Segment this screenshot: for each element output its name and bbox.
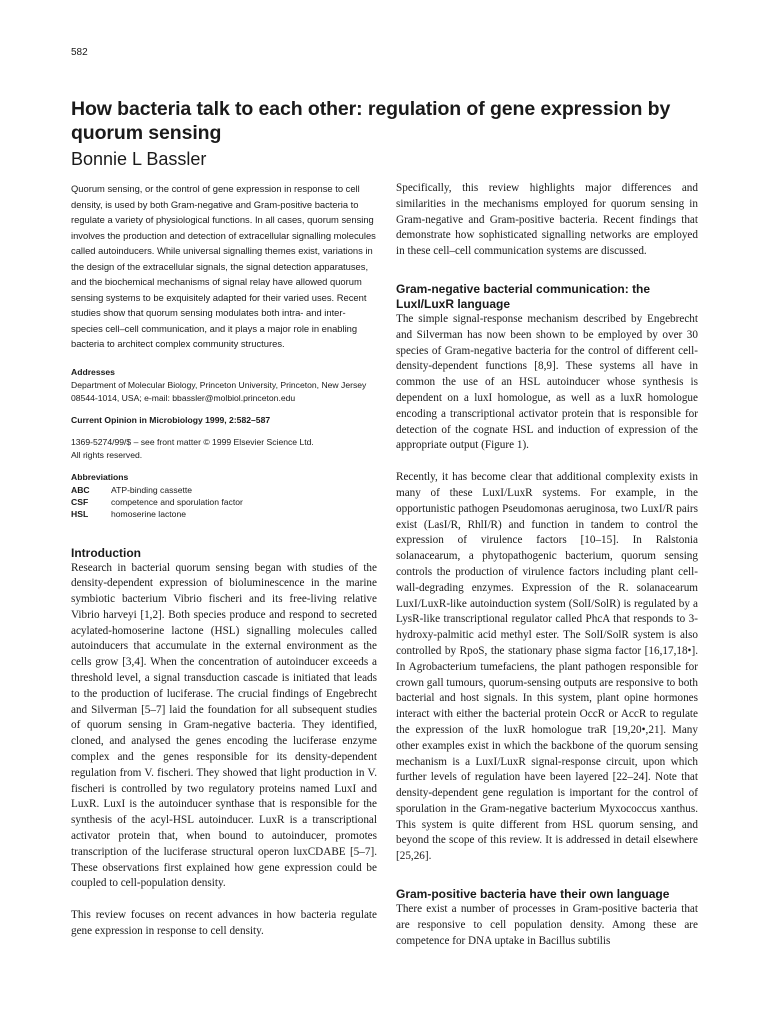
section-heading-gram-negative: Gram-negative bacterial communication: the LuxI/LuxR language bbox=[396, 281, 651, 311]
abbreviation-row bbox=[71, 508, 377, 520]
addresses-block bbox=[71, 366, 377, 405]
abbreviation-row bbox=[71, 484, 377, 496]
body-paragraph: Specifically, this review highlights major differences and similarities in the mechanisms employed for quorum sensing in Gram-negative and Gram-positive bacteria. Recent findings that demonstrate how sophisticated signalling networks are employed in these cell–cell communication systems are discussed. bbox=[396, 182, 698, 258]
copyright-block bbox=[71, 436, 377, 462]
abbreviation-row bbox=[71, 496, 377, 508]
section-heading-gram-positive: Gram-positive bacteria have their own language bbox=[396, 887, 670, 902]
section-heading-introduction: Introduction bbox=[71, 545, 141, 560]
abstract: Quorum sensing, or the control of gene expression in response to cell density, is used by both Gram-negative and Gram-positive bacteria to regulate a variety of physiological functions. In all cases, quorum sensing involves the production and detection of extracellular signalling molecules called autoinducers. While universal signalling themes exist, variations in the design of the extracellular signals, the signal detection apparatuses, and the biochemical mechanisms of signal relay have allowed quorum sensing systems to be exquisitely adapted for their varied uses. Recent studies show that quorum sensing modulates both intra- and inter-species cell–cell communication, and it plays a major role in enabling bacteria to architect complex community structures. bbox=[71, 183, 376, 349]
author-name: Bonnie L Bassler bbox=[71, 149, 207, 169]
gram-positive-section bbox=[396, 887, 698, 949]
addresses-heading: Addresses bbox=[71, 366, 115, 377]
abbreviations-block bbox=[71, 471, 377, 520]
body-paragraph: This review focuses on recent advances in how bacteria regulate gene expression in response to cell density. bbox=[71, 909, 377, 938]
addresses-text: Department of Molecular Biology, Princeton University, Princeton, New Jersey 08544-1014, USA; e-mail: bbassler@molbiol.princeton.edu bbox=[71, 379, 367, 403]
abbreviation-definition: homoserine lactone bbox=[111, 508, 187, 519]
page-number: 582 bbox=[71, 47, 88, 58]
body-paragraph: There exist a number of processes in Gram-positive bacteria that are responsive to cell population density. Among these are competence for DNA uptake in Bacillus subtilis bbox=[396, 903, 698, 947]
journal-block bbox=[71, 414, 377, 427]
abbreviation-definition: ATP-binding cassette bbox=[111, 484, 193, 495]
abbreviation-term: ABC bbox=[71, 484, 90, 495]
abbreviation-definition: competence and sporulation factor bbox=[111, 496, 243, 507]
article-header bbox=[71, 97, 711, 170]
gram-negative-section bbox=[396, 282, 698, 865]
copyright-line-1: 1369-5274/99/$ – see front matter © 1999 Elsevier Science Ltd. bbox=[71, 436, 314, 447]
abbreviation-term: HSL bbox=[71, 508, 89, 519]
body-paragraph: The simple signal-response mechanism described by Engebrecht and Silverman has now been shown to be employed by over 30 species of Gram-negative bacteria for the control of different cell-density-dependent functions [8,9]. These systems all have in common the use of an HSL autoinducer whose synthesis is dependent on a luxI homologue, as well as a luxR homologue encoding a transcriptional activator protein that is responsible for detection of the cognate HSL and induction of expression of the appropriate output (Figure 1). bbox=[396, 312, 698, 452]
journal-citation: Current Opinion in Microbiology 1999, 2:582–587 bbox=[71, 414, 271, 425]
abbreviation-term: CSF bbox=[71, 496, 89, 507]
right-column bbox=[396, 181, 698, 949]
article-title: How bacteria talk to each other: regulation of gene expression by quorum sensing bbox=[71, 98, 671, 144]
copyright-line-2: All rights reserved. bbox=[71, 449, 143, 460]
body-paragraph: Research in bacterial quorum sensing began with studies of the density-dependent expression of bioluminescence in the marine symbiotic bacterium Vibrio fischeri and its free-living relative Vibrio harveyi [1,2]. Both species produce and respond to secreted acylated-homoserine lactone (HSL) signalling molecules called autoinducers that accumulate in the external environment as the cells grow [3,4]. When the concentration of autoinducer exceeds a threshold level, a signal transduction cascade is initiated that leads to the production of luciferase. The crucial findings of Engebrecht and Silverman [5–7] laid the foundation for all subsequent studies of quorum sensing in Gram-negative bacteria. They identified, cloned, and analysed the genes encoding the luciferase enzyme complex and the genes responsible for its density-dependent regulation from V. fischeri. They showed that light production in V. fischeri is controlled by two regulatory proteins named LuxI and LuxR. LuxI is the autoinducer synthase that is responsible for the synthesis of the acyl-HSL autoinducer. LuxR is a transcriptional activator protein that, when bound to autoinducer, promotes transcription of the luciferase structural operon luxCDABE [5–7]. These observations first explained how gene expression could be coupled to cell-population density. bbox=[71, 561, 377, 890]
body-paragraph: Recently, it has become clear that additional complexity exists in many of these LuxI/LuxR systems. For example, in the opportunistic pathogen Pseudomonas aeruginosa, two LuxI/R pairs exist (LasI/R, RhlI/R) and function in tandem to control the expression of virulence factors [10–15]. In Ralstonia solanacearum, a phytopathogenic bacterium, quorum sensing controls the production of virulence factors including plant cell-wall-degrading enzymes. Expression of the R. solanacearum LuxI/LuxR-like autoinduction system (SolI/SolR) is regulated by a LysR-like transcriptional regulator called PhcA that responds to 3-hydroxy-palmitic acid methyl ester. The SolI/SolR system is also controlled by RpoS, the stationary phase sigma factor [16,17,18•]. In Agrobacterium tumefaciens, the plant pathogen responsible for crown gall tumours, quorum-sensing outputs are responsive to both bacterial and host signals. In this system, plant opine hormones interact with either the bacterial protein OccR or AccR to regulate the expression of the luxR homologue traR [19,20•,21]. Many other examples exist in which the backbone of the quorum sensing mechanism is a LuxI/LuxR signal-response circuit, upon which further levels of regulation have been layered [22–24]. Note that density-dependent gene regulation is important for the control of sporulation in the Gram-negative bacterium Myxococcus xanthus. This system is quite different from HSL quorum sensing, and beyond the scope of this review. It is addressed in detail elsewhere [25,26]. bbox=[396, 471, 698, 863]
left-column bbox=[71, 181, 377, 940]
introduction-section bbox=[71, 546, 377, 940]
abbreviations-heading: Abbreviations bbox=[71, 471, 129, 482]
